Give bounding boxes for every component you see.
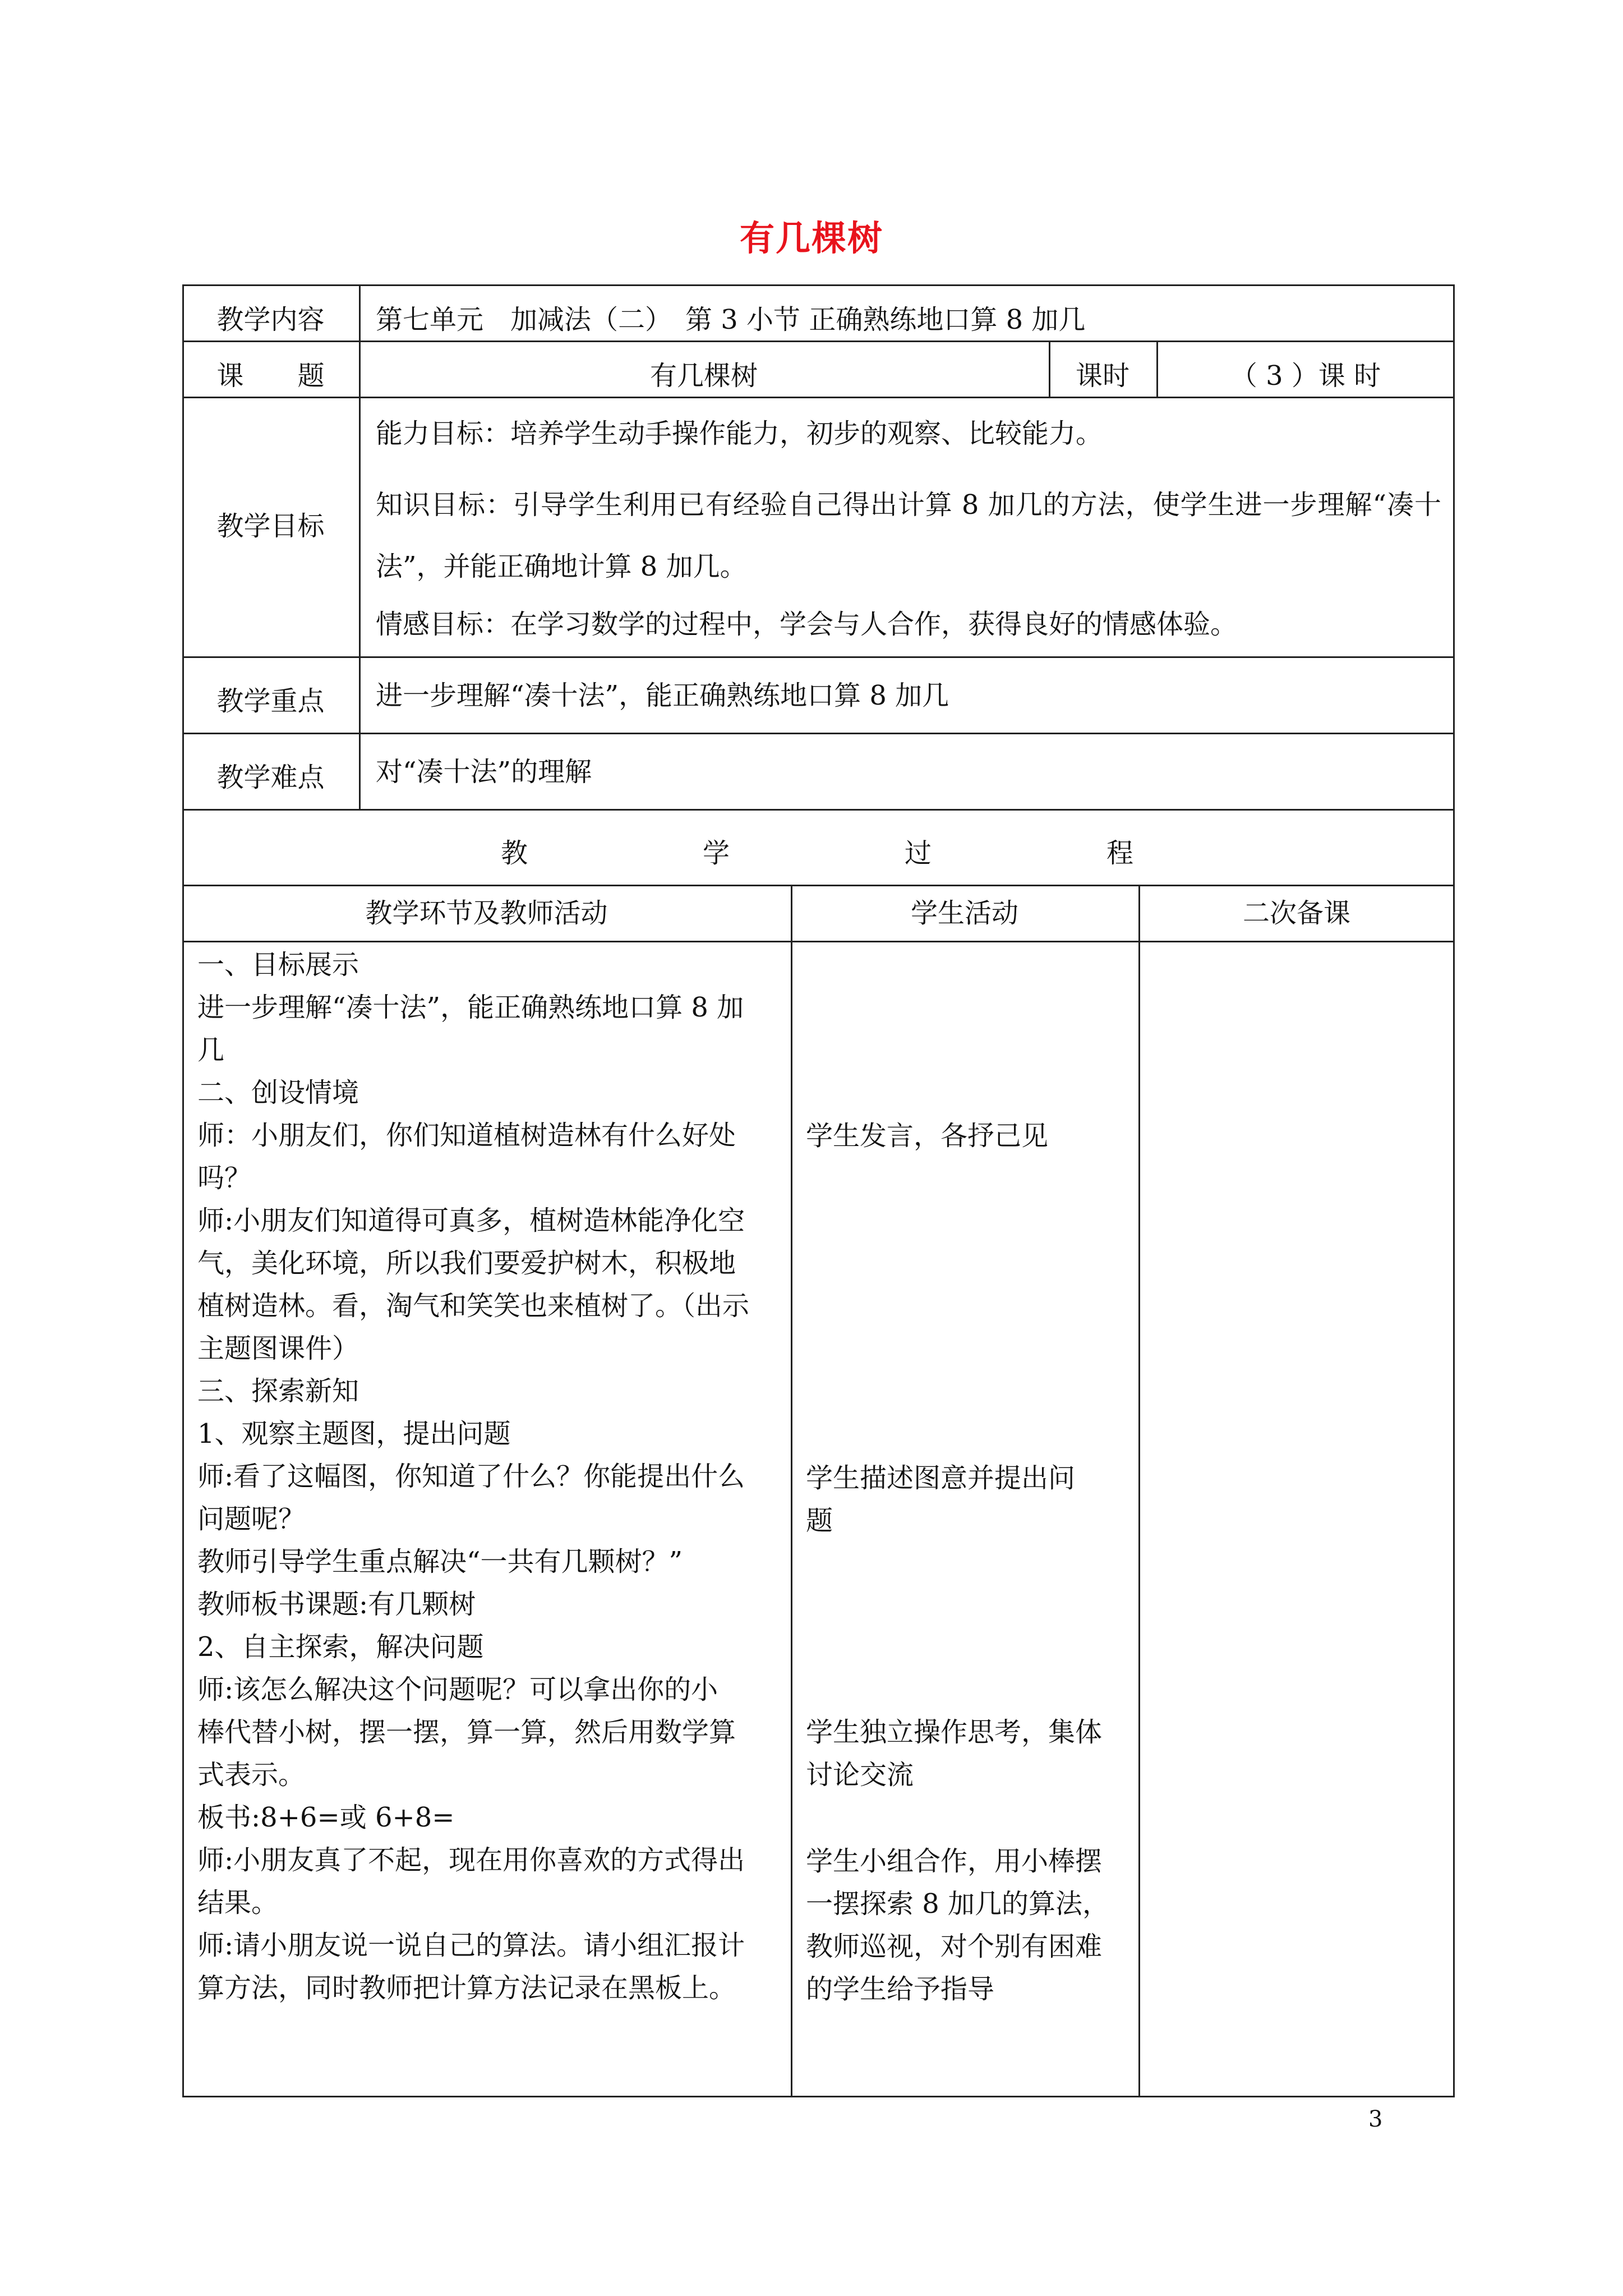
teacher-activity: [197, 944, 786, 2009]
teacher-line: 师:请小朋友说一说自己的算法。请小组汇报计: [197, 1930, 745, 1961]
student-activity-block: [806, 1840, 1131, 2010]
col-header-teacher: 教学环节及教师活动: [365, 898, 608, 929]
goals-label: 教学目标: [216, 510, 325, 542]
topic-value: 有几棵树: [649, 360, 758, 392]
teacher-line: 板书:8+6=或 6+8=: [197, 1802, 455, 1833]
period-label: 课时: [1075, 360, 1129, 392]
topic-label: 课 题: [216, 360, 325, 392]
row-divider: [182, 941, 1455, 942]
teacher-line: 算方法，同时教师把计算方法记录在黑板上。: [197, 1972, 736, 2004]
page-title: 有几棵树: [739, 218, 883, 259]
student-line: 学生描述图意并提出问: [806, 1462, 1076, 1494]
teacher-line: 一、目标展示: [197, 949, 359, 981]
teacher-line: 植树造林。看，淘气和笑笑也来植树了。（出示: [197, 1290, 750, 1322]
process-heading-char: 学: [703, 838, 730, 869]
teacher-line: 结果。: [197, 1887, 279, 1918]
key-point-value: 进一步理解“凑十法”，能正确熟练地口算 8 加几: [376, 680, 949, 711]
teacher-line: 1、观察主题图，提出问题: [197, 1418, 511, 1450]
student-line: 学生小组合作，用小棒摆: [806, 1846, 1103, 1877]
goal-ability: 能力目标：培养学生动手操作能力，初步的观察、比较能力。: [376, 418, 1103, 449]
student-line: 教师巡视，对个别有困难: [806, 1931, 1103, 1962]
difficulty-value: 对“凑十法”的理解: [376, 756, 592, 788]
col-header-student: 学生活动: [910, 898, 1018, 929]
period-value: （ 3 ）课 时: [1230, 360, 1381, 392]
teacher-line: 气，美化环境，所以我们要爱护树木，积极地: [197, 1248, 736, 1279]
goal-emotion: 情感目标：在学习数学的过程中，学会与人合作，获得良好的情感体验。: [376, 609, 1238, 640]
teacher-line: 吗？: [197, 1162, 252, 1194]
column-divider: [791, 885, 792, 2097]
student-line: 一摆探索 8 加几的算法，: [806, 1888, 1110, 1920]
content-value: 第七单元 加减法（二） 第 3 小节 正确熟练地口算 8 加几: [376, 304, 1086, 335]
student-line: 学生发言，各抒己见: [806, 1120, 1049, 1152]
goal-knowledge: 知识目标：引导学生利用已有经验自己得出计算 8 加几的方法，使学生进一步理解“凑十法”，并能正确地计算 8 加几。: [376, 489, 1441, 582]
teacher-line: 问题呢？: [197, 1503, 306, 1535]
teacher-line: 师:该怎么解决这个问题呢？可以拿出你的小: [197, 1674, 718, 1705]
col-header-second-prep: 二次备课: [1242, 898, 1350, 929]
teacher-line: 教师引导学生重点解决“一共有几颗树？”: [197, 1546, 683, 1577]
student-line: 题: [806, 1505, 833, 1536]
teacher-line: 式表示。: [197, 1759, 306, 1791]
row-divider: [182, 809, 1455, 811]
student-activity-block: [806, 1115, 1131, 1157]
page-number: 3: [1368, 2106, 1383, 2132]
student-activity-block: [806, 1711, 1131, 1796]
student-activity-block: [806, 1457, 1131, 1542]
row-divider: [182, 656, 1455, 658]
difficulty-label: 教学难点: [216, 762, 325, 793]
teacher-line: 三、探索新知: [197, 1375, 359, 1407]
teacher-line: 教师板书课题:有几颗树: [197, 1589, 476, 1620]
process-heading-char: 过: [905, 838, 932, 869]
teacher-line: 主题图课件）: [197, 1333, 359, 1364]
key-point-label: 教学重点: [216, 685, 325, 717]
content-label: 教学内容: [216, 304, 325, 335]
teacher-line: 二、创设情境: [197, 1077, 359, 1108]
teacher-line: 进一步理解“凑十法”，能正确熟练地口算 8 加: [197, 992, 744, 1023]
student-line: 学生独立操作思考，集体: [806, 1717, 1103, 1748]
student-line: 讨论交流: [806, 1759, 914, 1791]
teacher-line: 师:小朋友们知道得可真多，植树造林能净化空: [197, 1205, 745, 1236]
teacher-line: 师:小朋友真了不起，现在用你喜欢的方式得出: [197, 1844, 745, 1876]
student-line: 的学生给予指导: [806, 1973, 995, 2005]
teacher-line: 师：小朋友们，你们知道植树造林有什么好处: [197, 1120, 736, 1151]
teacher-line: 2、自主探索，解决问题: [197, 1631, 484, 1663]
teacher-line: 几: [197, 1034, 225, 1066]
column-divider: [1138, 885, 1140, 2097]
teacher-line: 师:看了这幅图，你知道了什么？你能提出什么: [197, 1461, 745, 1492]
row-divider: [182, 733, 1455, 734]
process-heading-char: 教: [501, 838, 528, 869]
process-heading-char: 程: [1106, 838, 1134, 869]
teacher-line: 棒代替小树，摆一摆，算一算，然后用数学算: [197, 1717, 736, 1748]
row-divider: [182, 885, 1455, 886]
